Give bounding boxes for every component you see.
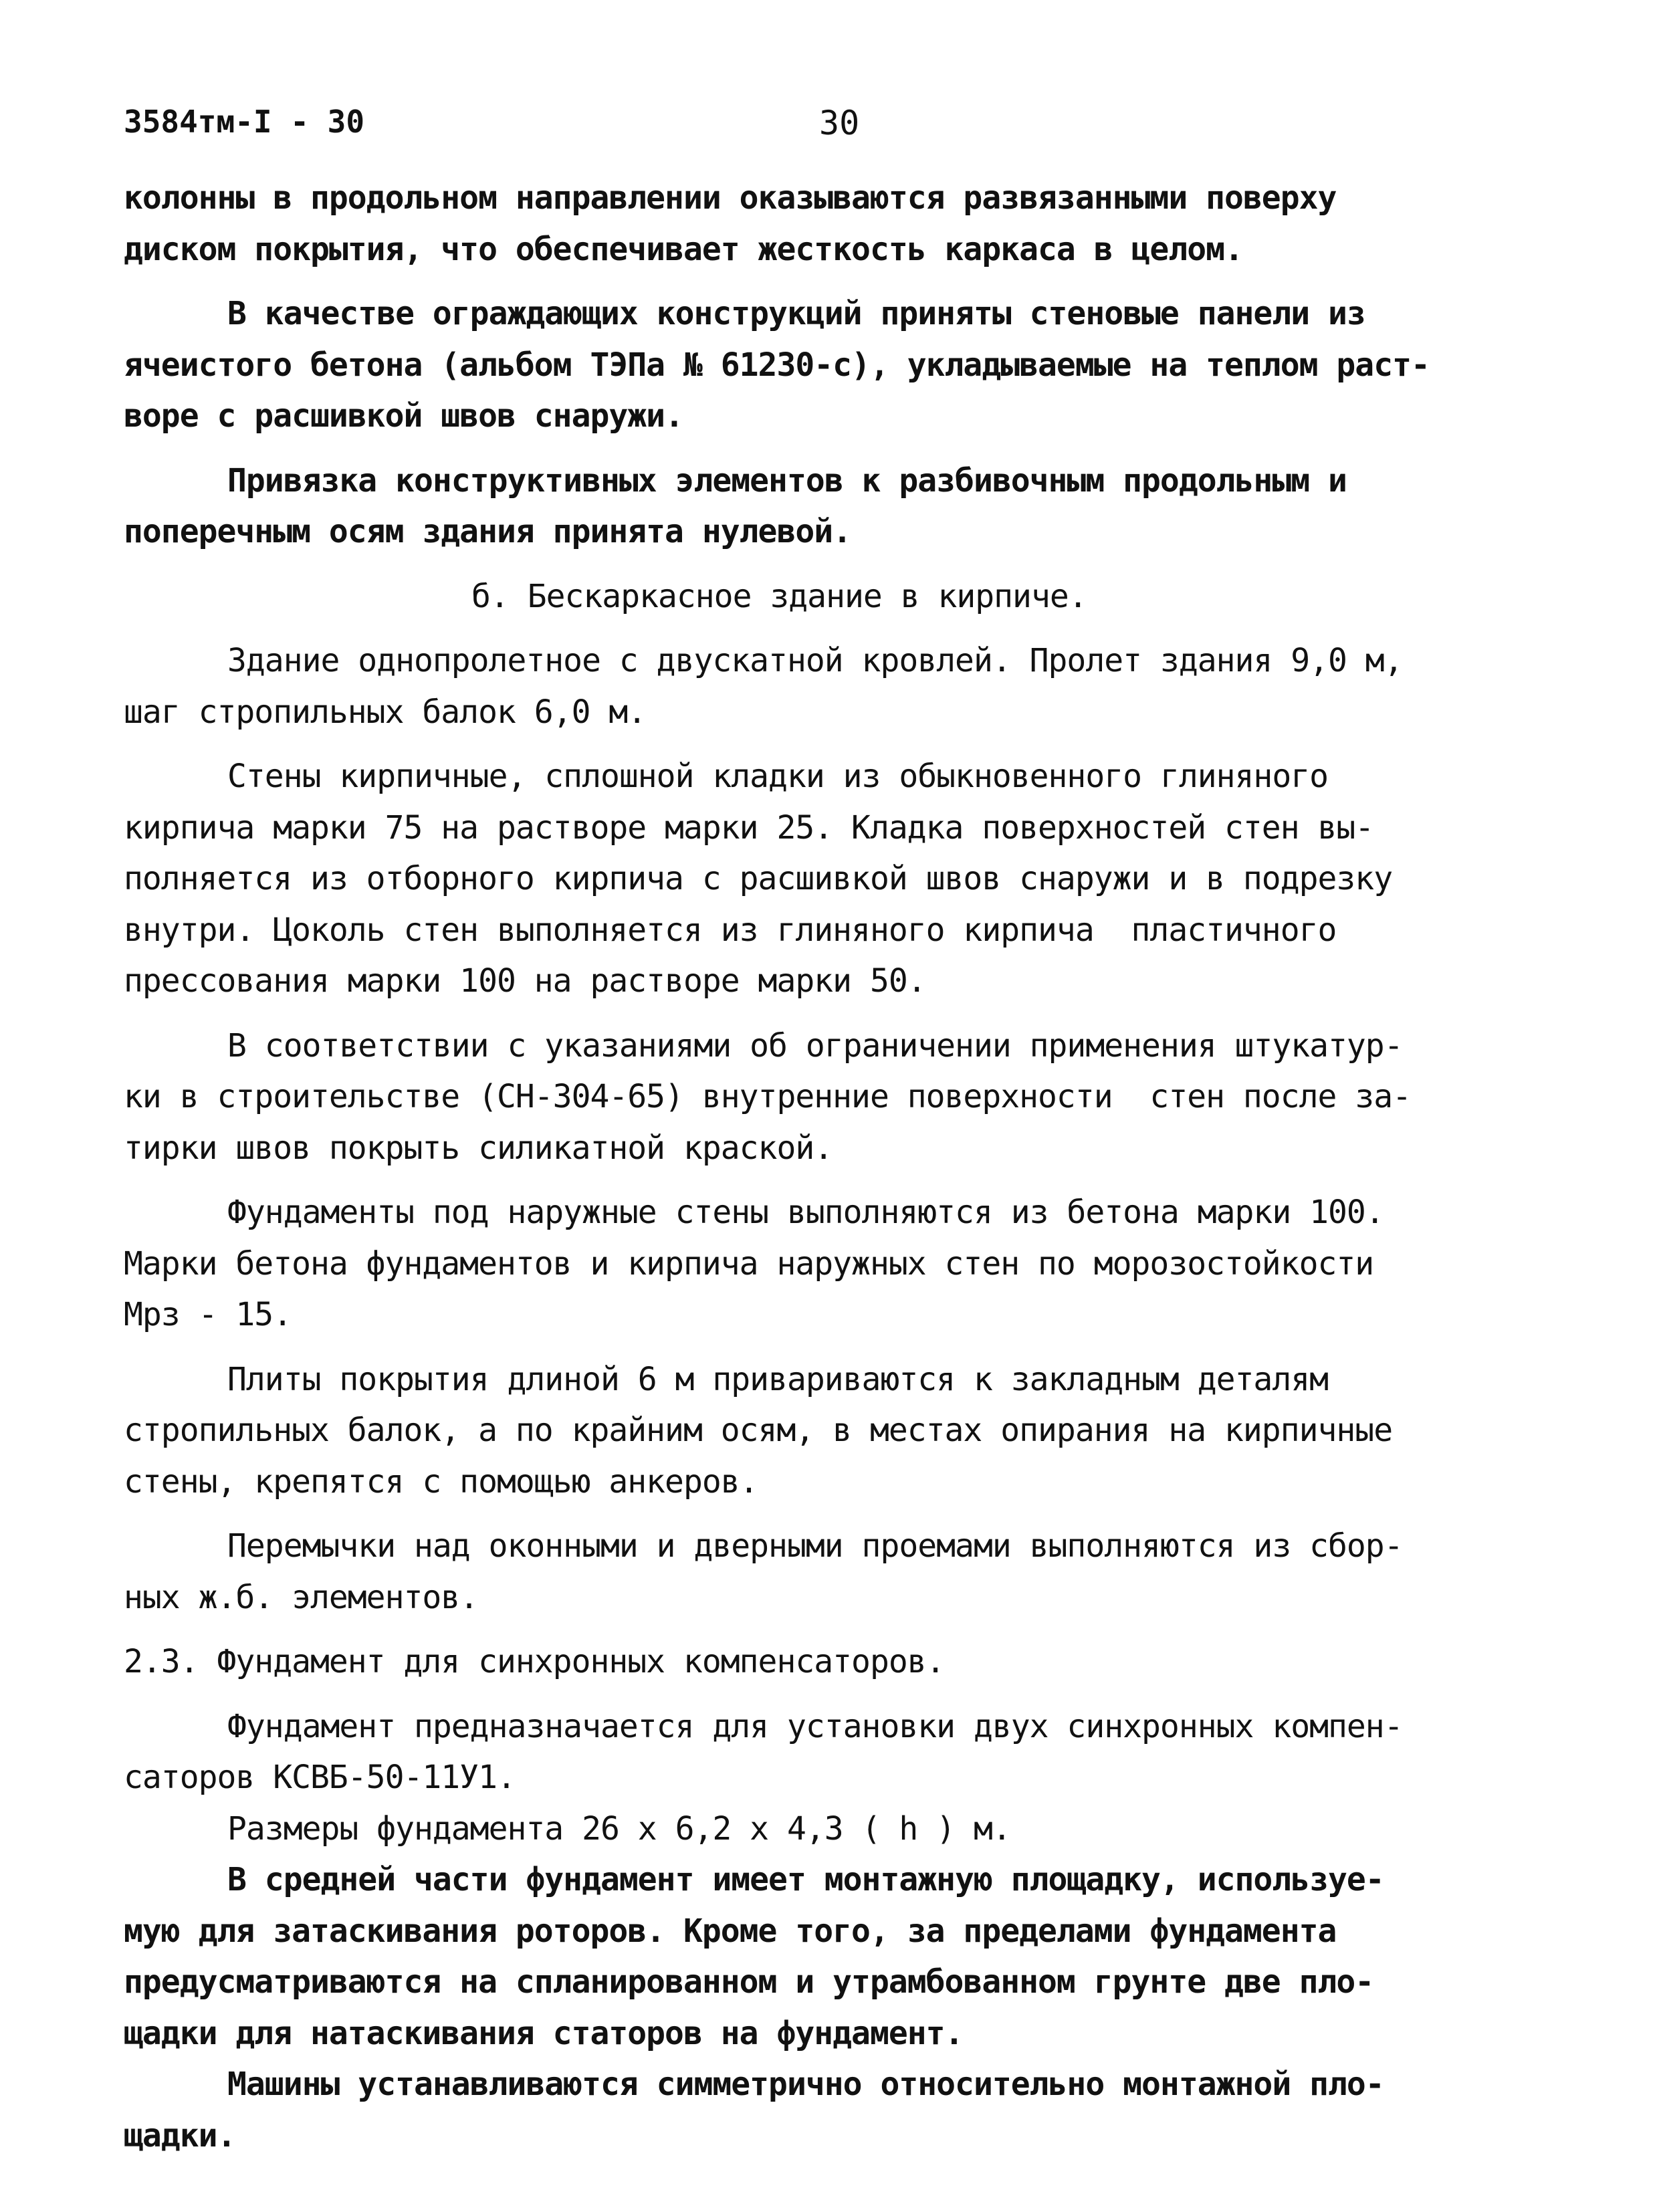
text-line: диском покрытия, что обеспечивает жесткость каркаса в целом. [124,230,1243,268]
text-line: стропильных балок, а по крайним осям, в местах опирания на кирпичные [124,1412,1393,1449]
document-body [124,173,1555,2161]
text-line: Мрз - 15. [124,1296,292,1333]
text-line: ки в строительстве (СН-304-65) внутренние поверхности стен после за- [124,1078,1411,1115]
section-heading: 2.3. Фундамент для синхронных компенсаторов. [124,1643,945,1680]
text-line: кирпича марки 75 на растворе марки 25. Кладка поверхностей стен вы- [124,808,1374,847]
text-line: В качестве ограждающих конструкций приняты стеновые панели из [227,295,1365,332]
text-line: мую для затаскивания роторов. Кроме того, за пределами фундамента [124,1912,1337,1950]
page-number: 30 [819,104,860,142]
text-line: шаг стропильных балок 6,0 м. [124,693,647,731]
text-line: Стены кирпичные, сплошной кладки из обыкновенного глиняного [227,758,1329,795]
text-line: щадки. [124,2116,236,2154]
text-line: предусматриваются на спланированном и утрамбованном грунте две пло- [124,1963,1374,2001]
text-line: Фундаменты под наружные стены выполняются из бетона марки 100. [227,1194,1384,1231]
text-line: колонны в продольном направлении оказываются развязанными поверху [124,179,1337,217]
text-line: полняется из отборного кирпича с расшивкой швов снаружи и в подрезку [124,860,1393,897]
text-line: Перемычки над оконными и дверными проемами выполняются из сбор- [227,1527,1403,1565]
text-line: Машины устанавливаются симметрично относительно монтажной пло- [227,2066,1384,2103]
text-line: Привязка конструктивных элементов к разбивочным продольным и [227,461,1347,500]
text-line: воре с расшивкой швов снаружи. [124,397,683,435]
text-line: прессования марки 100 на растворе марки 50. [124,962,926,1000]
text-line: поперечным осям здания принята нулевой. [124,513,852,550]
text-line: Размеры фундамента 26 х 6,2 х 4,3 ( h ) м. [227,1809,1011,1848]
text-line: щадки для натаскивания статоров на фундамент. [124,2014,964,2052]
text-line: тирки швов покрыть силикатной краской. [124,1129,833,1167]
text-line: саторов КСВБ-50-11У1. [124,1759,516,1796]
text-line: ячеистого бетона (альбом ТЭПа № 61230-с), укладываемые на теплом раст- [124,346,1430,384]
text-line: В средней части фундамент имеет монтажную площадку, используе- [227,1861,1384,1898]
text-line: Марки бетона фундаментов и кирпича наружных стен по морозостойкости [124,1244,1374,1283]
section-heading: б. Бескаркасное здание в кирпиче. [471,577,1087,615]
text-line: внутри. Цоколь стен выполняется из глиняного кирпича пластичного [124,911,1337,949]
text-line: В соответствии с указаниями об ограничении применения штукатур- [227,1026,1403,1065]
text-line: Фундамент предназначается для установки двух синхронных компен- [227,1707,1403,1745]
text-line: Здание однопролетное с двускатной кровлей. Пролет здания 9,0 м, [227,642,1403,679]
text-line: ных ж.б. элементов. [124,1578,479,1616]
text-line: стены, крепятся с помощью анкеров. [124,1462,758,1501]
document-code: 3584тм-I - 30 [124,104,365,140]
text-line: Плиты покрытия длиной 6 м привариваются к закладным деталям [227,1360,1329,1398]
